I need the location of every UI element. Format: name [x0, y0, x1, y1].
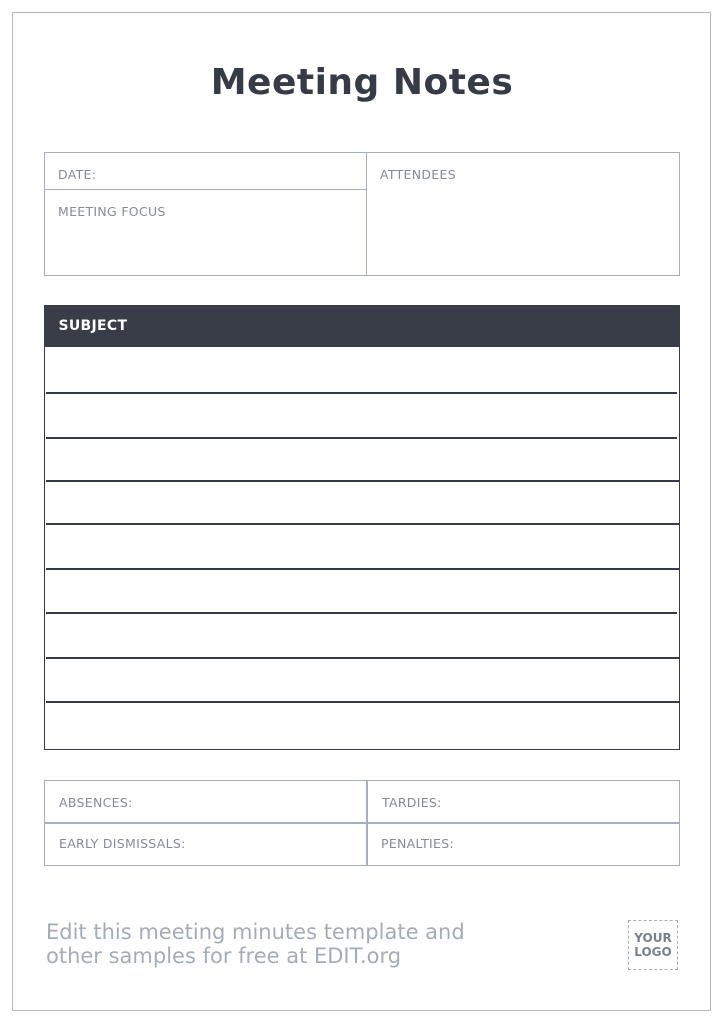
subject-header-label: SUBJECT: [58, 318, 128, 334]
footer-line-1: Edit this meeting minutes template and: [46, 920, 465, 944]
footer-promo: [46, 920, 566, 968]
penalties-label: PENALTIES:: [381, 836, 454, 851]
ruled-line: [46, 392, 677, 394]
ruled-line: [46, 568, 679, 570]
absences-cell[interactable]: [45, 781, 366, 822]
early-dismissals-cell[interactable]: [45, 824, 366, 865]
info-left-column: [45, 153, 367, 275]
attendees-cell[interactable]: [367, 153, 679, 275]
ruled-line: [46, 701, 680, 703]
ruled-line: [46, 437, 677, 439]
ruled-line: [46, 523, 680, 525]
ruled-line: [46, 480, 680, 482]
penalties-cell[interactable]: [368, 824, 679, 865]
subject-header: [44, 305, 680, 347]
date-label: DATE:: [58, 167, 97, 182]
attendance-table: [44, 780, 680, 866]
subject-table: [44, 305, 680, 750]
info-table: [44, 152, 680, 276]
early-dismissals-label: EARLY DISMISSALS:: [59, 836, 186, 851]
attendees-label: ATTENDEES: [380, 167, 456, 182]
logo-placeholder[interactable]: [628, 920, 678, 970]
tardies-label: TARDIES:: [382, 795, 442, 810]
footer-line-2: other samples for free at EDIT.org: [46, 944, 402, 968]
meeting-focus-cell[interactable]: [45, 190, 366, 275]
date-cell[interactable]: [45, 153, 366, 190]
absences-label: ABSENCES:: [59, 795, 133, 810]
meeting-focus-label: MEETING FOCUS: [58, 204, 166, 219]
tardies-cell[interactable]: [368, 781, 679, 822]
logo-text-line-2: LOGO: [634, 945, 672, 959]
ruled-line: [46, 612, 677, 614]
ruled-line: [46, 657, 680, 659]
logo-text-line-1: YOUR: [634, 931, 672, 945]
page-title: Meeting Notes: [210, 62, 514, 103]
